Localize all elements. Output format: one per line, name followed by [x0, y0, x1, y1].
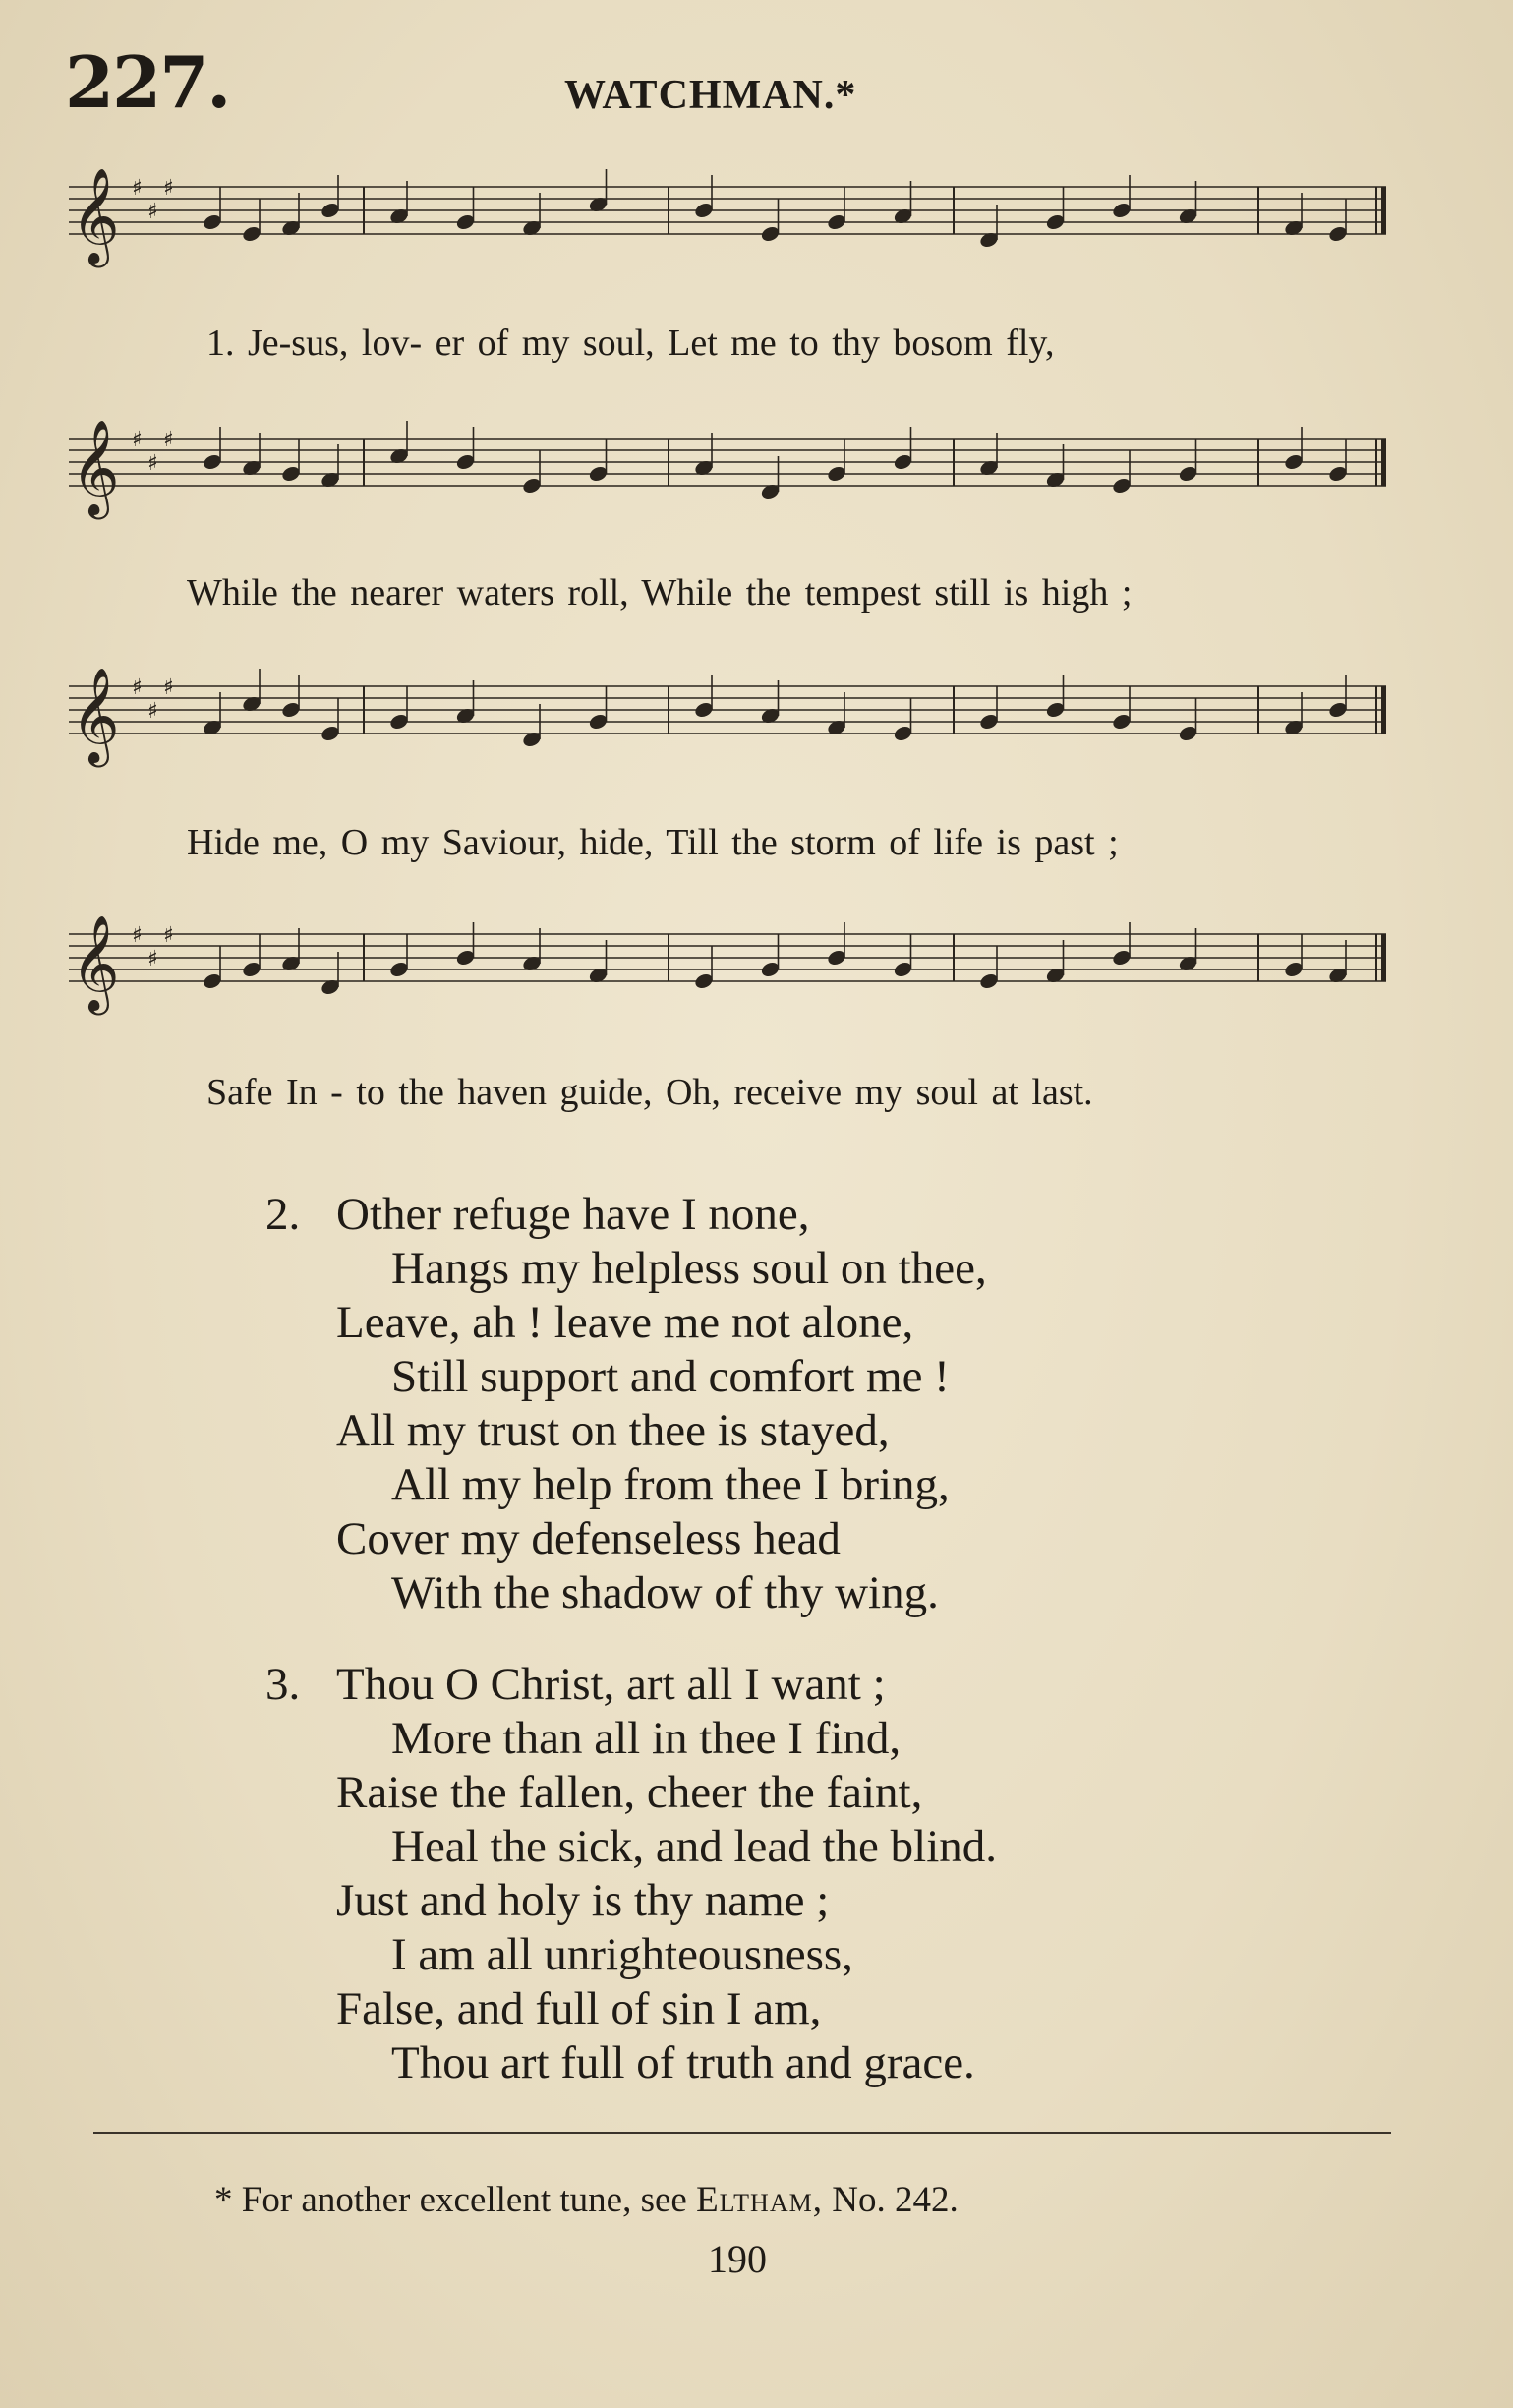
treble-clef-icon: 𝄞	[71, 419, 120, 515]
verse-line: Raise the fallen, cheer the faint,	[336, 1767, 923, 1818]
verse-3	[265, 1658, 998, 2090]
verse-line: 3. Thou O Christ, art all I want ;	[265, 1659, 886, 1710]
lyric-line-4: Safe In - to the haven guide, Oh, receive my soul at last.	[206, 1072, 1093, 1113]
sharp-icon: ♯	[132, 675, 143, 700]
footnote-lead: * For another excellent tune, see	[214, 2180, 687, 2220]
verse-number: 3.	[265, 1659, 301, 1710]
sharp-icon: ♯	[147, 200, 158, 224]
verse-line: Heal the sick, and lead the blind.	[391, 1821, 998, 1872]
sharp-icon: ♯	[132, 923, 143, 948]
sharp-icon: ♯	[163, 923, 174, 948]
sharp-icon: ♯	[147, 947, 158, 971]
sharp-icon: ♯	[163, 428, 174, 452]
verse-line: Leave, ah ! leave me not alone,	[336, 1297, 914, 1348]
verse-line: All my help from thee I bring,	[391, 1459, 950, 1510]
footnote-tune-name: Eltham,	[696, 2180, 823, 2220]
verse-number: 2.	[265, 1189, 301, 1240]
verse-line: Thou art full of truth and grace.	[391, 2037, 975, 2088]
final-barline	[1381, 686, 1386, 734]
sharp-icon: ♯	[147, 699, 158, 724]
treble-clef-icon: 𝄞	[71, 167, 120, 264]
verse-2	[265, 1188, 987, 1620]
final-barline	[1381, 934, 1386, 981]
sharp-icon: ♯	[163, 176, 174, 201]
lyric-line-3: Hide me, O my Saviour, hide, Till the storm of life is past ;	[187, 822, 1119, 863]
sharp-icon: ♯	[163, 675, 174, 700]
footnote	[214, 2179, 959, 2221]
verse-line: 2. Other refuge have I none,	[265, 1189, 810, 1240]
verse-line: False, and full of sin I am,	[336, 1983, 822, 2034]
final-barline	[1381, 187, 1386, 234]
verse-line: Cover my defenseless head	[336, 1513, 841, 1564]
verse-line: More than all in thee I find,	[391, 1713, 902, 1764]
verse-line: Hangs my helpless soul on thee,	[391, 1243, 987, 1294]
music-staff-3	[59, 665, 1396, 783]
sharp-icon: ♯	[132, 428, 143, 452]
music-staff-4	[59, 912, 1396, 1030]
final-barline	[1381, 439, 1386, 486]
treble-clef-icon: 𝄞	[71, 914, 120, 1011]
lyric-line-1: 1. Je-sus, lov- er of my soul, Let me to thy bosom fly,	[206, 323, 1055, 364]
sharp-icon: ♯	[132, 176, 143, 201]
tune-title: WATCHMAN.*	[564, 73, 857, 118]
footnote-reference: No. 242.	[832, 2180, 959, 2220]
music-staff-1	[59, 165, 1396, 283]
verse-line: I am all unrighteousness,	[391, 1929, 853, 1980]
sharp-icon: ♯	[147, 451, 158, 476]
treble-clef-icon: 𝄞	[71, 667, 120, 763]
lyric-line-2: While the nearer waters roll, While the tempest still is high ;	[187, 572, 1133, 614]
verse-line: With the shadow of thy wing.	[391, 1567, 939, 1618]
page-number: 190	[708, 2237, 767, 2281]
hymn-number: 227.	[65, 40, 230, 124]
verse-line: Just and holy is thy name ;	[336, 1875, 830, 1926]
music-staff-2	[59, 417, 1396, 535]
footnote-divider	[93, 2132, 1391, 2134]
verse-line: Still support and comfort me !	[391, 1351, 950, 1402]
verse-line: All my trust on thee is stayed,	[336, 1405, 890, 1456]
